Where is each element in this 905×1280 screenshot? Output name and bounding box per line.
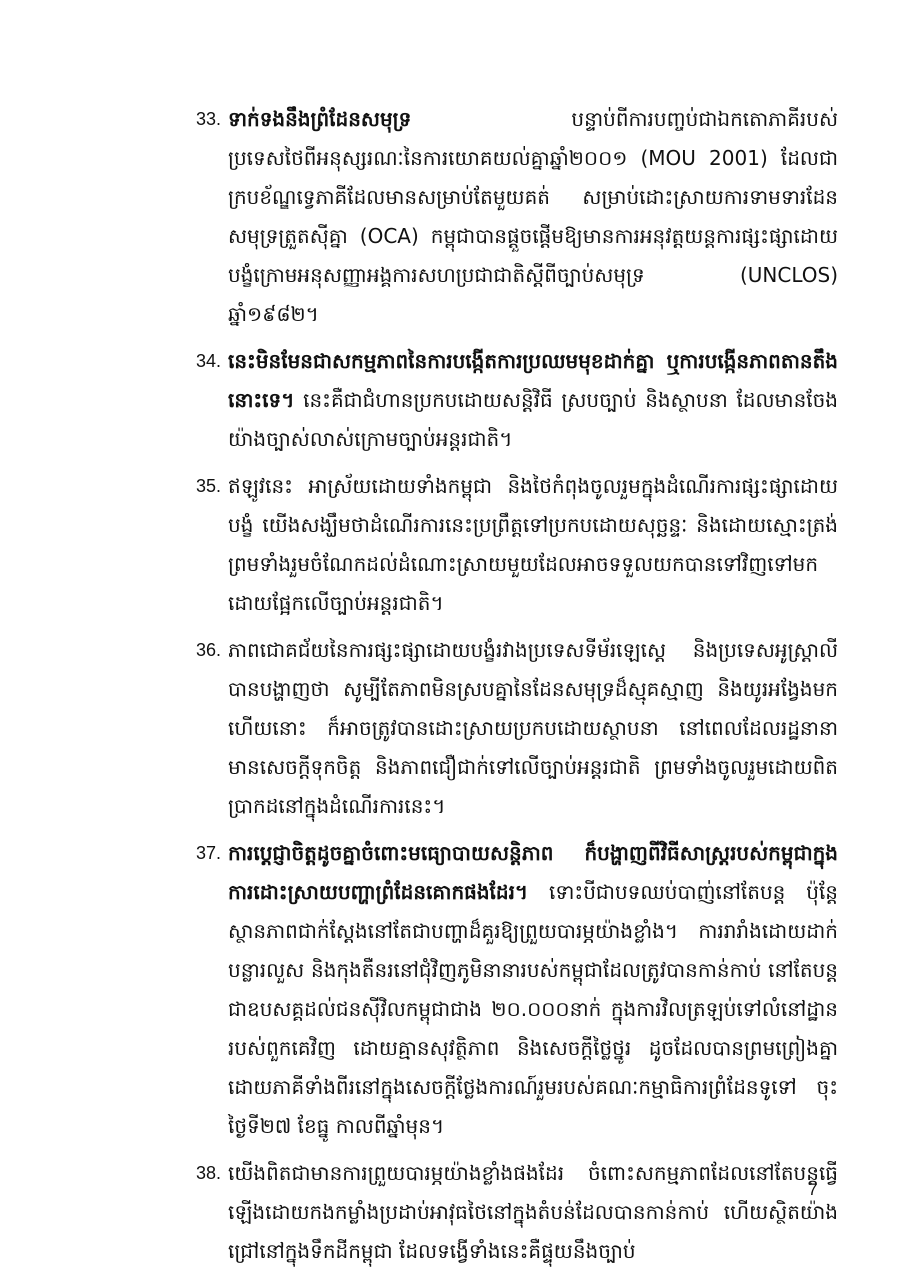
paragraph-38 [196, 1154, 838, 1271]
paragraph-number: 36. [196, 640, 222, 660]
paragraph-bold-lead: ការប្តេជ្ញាចិត្តដូចគ្នាចំពោះមធ្យោបាយសន្តិភាព ក៏បង្ហាញពីវិធីសាស្ត្ររបស់កម្ពុជាក្នុងការដោះស្រាយបញ្ហាព្រំដែនគោកផងដែរ។ [228, 841, 838, 904]
paragraph-37 [196, 834, 838, 1146]
paragraph-36 [196, 631, 838, 826]
paragraph-bold-lead: នេះមិនមែនជាសកម្មភាពនៃការបង្កើតការប្រឈមមុខដាក់គ្នា ឬការបង្កើនភាពតានតឹងនោះទេ។ [228, 349, 838, 412]
paragraph-number: 38. [196, 1163, 222, 1183]
paragraph-text: ភាពជោគជ័យនៃការផ្សះផ្សាដោយបង្ខំរវាងប្រទេសទីម័រឡេស្តេ និងប្រទេសអូស្ត្រាលីបានបង្ហាញថា សូម្បីតែភាពមិនស្របគ្នានៃដែនសមុទ្រដ៏ស្មុគស្មាញ និងយូរអង្វែងមកហើយនោះ ក៏អាចត្រូវបានដោះស្រាយប្រកបដោយស្ថាបនា នៅពេលដែលរដ្ឋនានាមានសេចក្តីទុកចិត្ត និងភាពជឿជាក់ទៅលើច្បាប់អន្តរជាតិ ព្រមទាំងចូលរួមដោយពិតប្រាកដនៅក្នុងដំណើរការនេះ។ [228, 638, 838, 818]
paragraph-number: 33. [196, 109, 222, 129]
paragraph-text: ទោះបីជាបទឈប់បាញ់នៅតែបន្ត ប៉ុន្តែស្ថានភាពជាក់ស្តែងនៅតែជាបញ្ហាដ៏គួរឱ្យព្រួយបារម្ភយ៉ាងខ្លាំង។ ការរារាំងដោយដាក់បន្លារលួស និងកុងតឺនរនៅជុំវិញភូមិនានារបស់កម្ពុជាដែលត្រូវបានកាន់កាប់ នៅតែបន្តជាឧបសគ្គដល់ជនស៊ីវិលកម្ពុជាជាង ២០.០០០នាក់ ក្នុងការវិលត្រឡប់ទៅលំនៅដ្ឋានរបស់ពួកគេវិញ ដោយគ្មានសុវត្ថិភាព និងសេចក្តីថ្លៃថ្នូរ ដូចដែលបានព្រមព្រៀងគ្នាដោយភាគីទាំងពីរនៅក្នុងសេចក្តីថ្លែងការណ៍រួមរបស់គណៈកម្មាធិការព្រំដែនទូទៅ ចុះថ្ងៃទី២៧ ខែធ្នូ កាលពីឆ្នាំមុន។ [228, 880, 838, 1138]
paragraph-bold-lead: ទាក់ទងនឹងព្រំដែនសមុទ្រ [228, 107, 412, 131]
page-content [196, 100, 838, 1279]
paragraph-number: 37. [196, 843, 222, 863]
paragraph-33 [196, 100, 838, 334]
paragraph-35 [196, 467, 838, 623]
paragraph-text: បន្ទាប់ពីការបញ្ចប់ជាឯកតោភាគីរបស់ប្រទេសថៃពីអនុស្សរណៈនៃការយោគយល់គ្នាឆ្នាំ២០០១ (MOU 2001) ដែលជាក្របខ័ណ្ឌទ្វេភាគីដែលមានសម្រាប់តែមួយគត់ សម្រាប់ដោះស្រាយការទាមទារដែនសមុទ្រត្រួតស៊ីគ្នា (OCA) កម្ពុជាបានផ្ដួចផ្ដើមឱ្យមានការអនុវត្តយន្តការផ្សះផ្សាដោយបង្ខំក្រោមអនុសញ្ញាអង្គការសហប្រជាជាតិស្តីពីច្បាប់សមុទ្រ (UNCLOS) ឆ្នាំ១៩៨២។ [228, 107, 838, 326]
paragraph-number: 35. [196, 476, 222, 496]
paragraph-text: យើងពិតជាមានការព្រួយបារម្ភយ៉ាងខ្លាំងផងដែរ ចំពោះសកម្មភាពដែលនៅតែបន្តធ្វើឡើងដោយកងកម្លាំងប្រដាប់អាវុធថៃនៅក្នុងតំបន់ដែលបានកាន់កាប់ ហើយស្ថិតយ៉ាងជ្រៅនៅក្នុងទឹកដីកម្ពុជា ដែលទង្វើទាំងនេះគឺផ្ទុយនឹងច្បាប់ [228, 1161, 838, 1263]
paragraph-text: ឥឡូវនេះ អាស្រ័យដោយទាំងកម្ពុជា និងថៃកំពុងចូលរួមក្នុងដំណើរការផ្សះផ្សាដោយបង្ខំ យើងសង្ឃឹមថាដំណើរការនេះប្រព្រឹត្តទៅប្រកបដោយសុច្ឆន្ទៈ និងដោយស្មោះត្រង់ ព្រមទាំងរួមចំណែកដល់ដំណោះស្រាយមួយដែលអាចទទួលយកបានទៅវិញទៅមក ដោយផ្អែកលើច្បាប់អន្តរជាតិ។ [228, 474, 838, 615]
paragraph-34 [196, 342, 838, 459]
paragraph-text: នេះគឺជាជំហានប្រកបដោយសន្តិវិធី ស្របច្បាប់ និងស្ថាបនា ដែលមានចែងយ៉ាងច្បាស់លាស់ក្រោមច្បាប់អន្តរជាតិ។ [228, 388, 838, 451]
paragraph-number: 34. [196, 351, 222, 371]
page-number: 7 [808, 1180, 818, 1199]
